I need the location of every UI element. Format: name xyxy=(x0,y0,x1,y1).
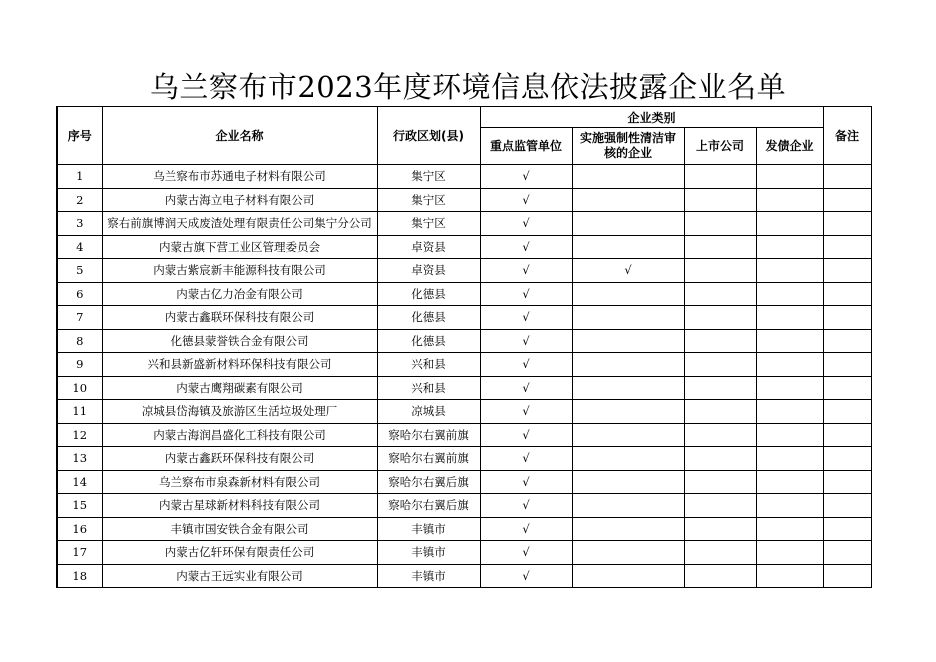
row-bond-mark xyxy=(756,517,823,541)
row-company-name: 内蒙古亿力冶金有限公司 xyxy=(102,282,377,306)
row-company-name: 内蒙古王远实业有限公司 xyxy=(102,564,377,588)
row-company-name: 乌兰察布市苏通电子材料有限公司 xyxy=(102,165,377,189)
row-seq: 14 xyxy=(57,470,102,494)
table-row xyxy=(57,306,871,330)
row-seq: 2 xyxy=(57,188,102,212)
row-listed-mark xyxy=(684,329,756,353)
row-seq: 6 xyxy=(57,282,102,306)
table-row xyxy=(57,259,871,283)
row-clean-audit-mark xyxy=(572,494,684,518)
row-company-name: 内蒙古鑫联环保科技有限公司 xyxy=(102,306,377,330)
table-row xyxy=(57,564,871,588)
row-bond-mark xyxy=(756,470,823,494)
row-key-unit-mark: √ xyxy=(480,470,572,494)
row-remark xyxy=(823,306,871,330)
row-company-name: 察右前旗博润天成废渣处理有限责任公司集宁分公司 xyxy=(102,212,377,236)
row-bond-mark xyxy=(756,282,823,306)
row-seq: 10 xyxy=(57,376,102,400)
row-clean-audit-mark xyxy=(572,212,684,236)
row-listed-mark xyxy=(684,400,756,424)
row-listed-mark xyxy=(684,188,756,212)
row-company-name: 内蒙古亿轩环保有限责任公司 xyxy=(102,541,377,565)
row-district: 察哈尔右翼前旗 xyxy=(377,423,480,447)
row-listed-mark xyxy=(684,165,756,189)
row-clean-audit-mark xyxy=(572,564,684,588)
row-key-unit-mark: √ xyxy=(480,165,572,189)
row-key-unit-mark: √ xyxy=(480,564,572,588)
table-row xyxy=(57,353,871,377)
header-clean-audit: 实施强制性清洁审核的企业 xyxy=(572,128,684,165)
row-seq: 3 xyxy=(57,212,102,236)
enterprise-table xyxy=(56,106,872,588)
row-seq: 4 xyxy=(57,235,102,259)
row-remark xyxy=(823,165,871,189)
row-listed-mark xyxy=(684,423,756,447)
row-company-name: 丰镇市国安铁合金有限公司 xyxy=(102,517,377,541)
header-category-group: 企业类别 xyxy=(480,107,823,128)
row-bond-mark xyxy=(756,447,823,471)
row-bond-mark xyxy=(756,423,823,447)
header-district: 行政区划(县) xyxy=(377,107,480,165)
row-listed-mark xyxy=(684,376,756,400)
table-row xyxy=(57,212,871,236)
header-listed: 上市公司 xyxy=(684,128,756,165)
table-row xyxy=(57,188,871,212)
row-seq: 13 xyxy=(57,447,102,471)
row-seq: 5 xyxy=(57,259,102,283)
table-row xyxy=(57,235,871,259)
row-seq: 17 xyxy=(57,541,102,565)
row-seq: 11 xyxy=(57,400,102,424)
table-row xyxy=(57,282,871,306)
row-remark xyxy=(823,541,871,565)
table-row xyxy=(57,541,871,565)
row-clean-audit-mark xyxy=(572,353,684,377)
row-remark xyxy=(823,259,871,283)
row-bond-mark xyxy=(756,400,823,424)
row-key-unit-mark: √ xyxy=(480,353,572,377)
row-bond-mark xyxy=(756,353,823,377)
page-title: 乌兰察布市2023年度环境信息依法披露企业名单 xyxy=(149,70,787,104)
row-bond-mark xyxy=(756,376,823,400)
row-clean-audit-mark xyxy=(572,188,684,212)
header-remark: 备注 xyxy=(823,107,871,165)
row-company-name: 化德县蒙誉铁合金有限公司 xyxy=(102,329,377,353)
row-district: 卓资县 xyxy=(377,235,480,259)
row-clean-audit-mark xyxy=(572,470,684,494)
row-remark xyxy=(823,212,871,236)
row-bond-mark xyxy=(756,188,823,212)
row-district: 察哈尔右翼前旗 xyxy=(377,447,480,471)
row-key-unit-mark: √ xyxy=(480,259,572,283)
row-district: 丰镇市 xyxy=(377,541,480,565)
table-row xyxy=(57,329,871,353)
row-listed-mark xyxy=(684,235,756,259)
row-district: 凉城县 xyxy=(377,400,480,424)
row-listed-mark xyxy=(684,494,756,518)
row-remark xyxy=(823,447,871,471)
row-company-name: 内蒙古旗下营工业区管理委员会 xyxy=(102,235,377,259)
row-company-name: 兴和县新盛新材料环保科技有限公司 xyxy=(102,353,377,377)
row-seq: 9 xyxy=(57,353,102,377)
row-bond-mark xyxy=(756,564,823,588)
row-remark xyxy=(823,423,871,447)
row-clean-audit-mark xyxy=(572,423,684,447)
row-bond-mark xyxy=(756,165,823,189)
header-key-unit: 重点监管单位 xyxy=(480,128,572,165)
row-bond-mark xyxy=(756,494,823,518)
row-clean-audit-mark: √ xyxy=(572,259,684,283)
row-seq: 1 xyxy=(57,165,102,189)
row-clean-audit-mark xyxy=(572,447,684,471)
row-district: 察哈尔右翼后旗 xyxy=(377,470,480,494)
row-clean-audit-mark xyxy=(572,165,684,189)
row-district: 化德县 xyxy=(377,306,480,330)
header-company: 企业名称 xyxy=(102,107,377,165)
row-remark xyxy=(823,353,871,377)
row-seq: 16 xyxy=(57,517,102,541)
row-key-unit-mark: √ xyxy=(480,423,572,447)
row-key-unit-mark: √ xyxy=(480,400,572,424)
row-listed-mark xyxy=(684,541,756,565)
row-key-unit-mark: √ xyxy=(480,376,572,400)
row-key-unit-mark: √ xyxy=(480,306,572,330)
row-remark xyxy=(823,494,871,518)
row-key-unit-mark: √ xyxy=(480,188,572,212)
row-key-unit-mark: √ xyxy=(480,447,572,471)
row-key-unit-mark: √ xyxy=(480,235,572,259)
row-seq: 15 xyxy=(57,494,102,518)
header-seq: 序号 xyxy=(57,107,102,165)
row-district: 卓资县 xyxy=(377,259,480,283)
row-clean-audit-mark xyxy=(572,400,684,424)
table-row xyxy=(57,400,871,424)
row-company-name: 内蒙古鹰翔碳素有限公司 xyxy=(102,376,377,400)
row-remark xyxy=(823,235,871,259)
row-district: 集宁区 xyxy=(377,188,480,212)
row-seq: 7 xyxy=(57,306,102,330)
table-row xyxy=(57,447,871,471)
row-remark xyxy=(823,470,871,494)
row-key-unit-mark: √ xyxy=(480,282,572,306)
row-seq: 8 xyxy=(57,329,102,353)
row-listed-mark xyxy=(684,259,756,283)
row-company-name: 内蒙古鑫跃环保科技有限公司 xyxy=(102,447,377,471)
row-district: 察哈尔右翼后旗 xyxy=(377,494,480,518)
row-remark xyxy=(823,400,871,424)
row-district: 化德县 xyxy=(377,329,480,353)
table-row xyxy=(57,165,871,189)
table-row xyxy=(57,376,871,400)
row-district: 化德县 xyxy=(377,282,480,306)
row-bond-mark xyxy=(756,306,823,330)
row-listed-mark xyxy=(684,447,756,471)
row-bond-mark xyxy=(756,259,823,283)
table-body xyxy=(57,165,871,588)
header-bond: 发债企业 xyxy=(756,128,823,165)
row-clean-audit-mark xyxy=(572,235,684,259)
row-clean-audit-mark xyxy=(572,541,684,565)
row-clean-audit-mark xyxy=(572,306,684,330)
table-row xyxy=(57,470,871,494)
row-remark xyxy=(823,376,871,400)
table-row xyxy=(57,423,871,447)
row-listed-mark xyxy=(684,306,756,330)
row-key-unit-mark: √ xyxy=(480,494,572,518)
table-row xyxy=(57,517,871,541)
row-clean-audit-mark xyxy=(572,282,684,306)
row-district: 兴和县 xyxy=(377,353,480,377)
row-company-name: 凉城县岱海镇及旅游区生活垃圾处理厂 xyxy=(102,400,377,424)
row-district: 集宁区 xyxy=(377,212,480,236)
row-company-name: 内蒙古海润昌盛化工科技有限公司 xyxy=(102,423,377,447)
row-bond-mark xyxy=(756,329,823,353)
row-district: 集宁区 xyxy=(377,165,480,189)
row-listed-mark xyxy=(684,564,756,588)
row-bond-mark xyxy=(756,212,823,236)
row-clean-audit-mark xyxy=(572,517,684,541)
row-company-name: 内蒙古紫宸新丰能源科技有限公司 xyxy=(102,259,377,283)
row-remark xyxy=(823,329,871,353)
row-remark xyxy=(823,564,871,588)
row-listed-mark xyxy=(684,353,756,377)
row-company-name: 内蒙古海立电子材料有限公司 xyxy=(102,188,377,212)
row-key-unit-mark: √ xyxy=(480,329,572,353)
row-district: 丰镇市 xyxy=(377,564,480,588)
row-clean-audit-mark xyxy=(572,329,684,353)
row-company-name: 内蒙古星球新材料科技有限公司 xyxy=(102,494,377,518)
row-listed-mark xyxy=(684,470,756,494)
row-listed-mark xyxy=(684,517,756,541)
row-key-unit-mark: √ xyxy=(480,541,572,565)
row-bond-mark xyxy=(756,235,823,259)
row-listed-mark xyxy=(684,212,756,236)
row-clean-audit-mark xyxy=(572,376,684,400)
row-seq: 12 xyxy=(57,423,102,447)
row-bond-mark xyxy=(756,541,823,565)
row-listed-mark xyxy=(684,282,756,306)
row-remark xyxy=(823,188,871,212)
row-key-unit-mark: √ xyxy=(480,517,572,541)
row-remark xyxy=(823,282,871,306)
row-company-name: 乌兰察布市泉森新材料有限公司 xyxy=(102,470,377,494)
row-remark xyxy=(823,517,871,541)
row-seq: 18 xyxy=(57,564,102,588)
table-row xyxy=(57,494,871,518)
row-district: 丰镇市 xyxy=(377,517,480,541)
row-district: 兴和县 xyxy=(377,376,480,400)
row-key-unit-mark: √ xyxy=(480,212,572,236)
